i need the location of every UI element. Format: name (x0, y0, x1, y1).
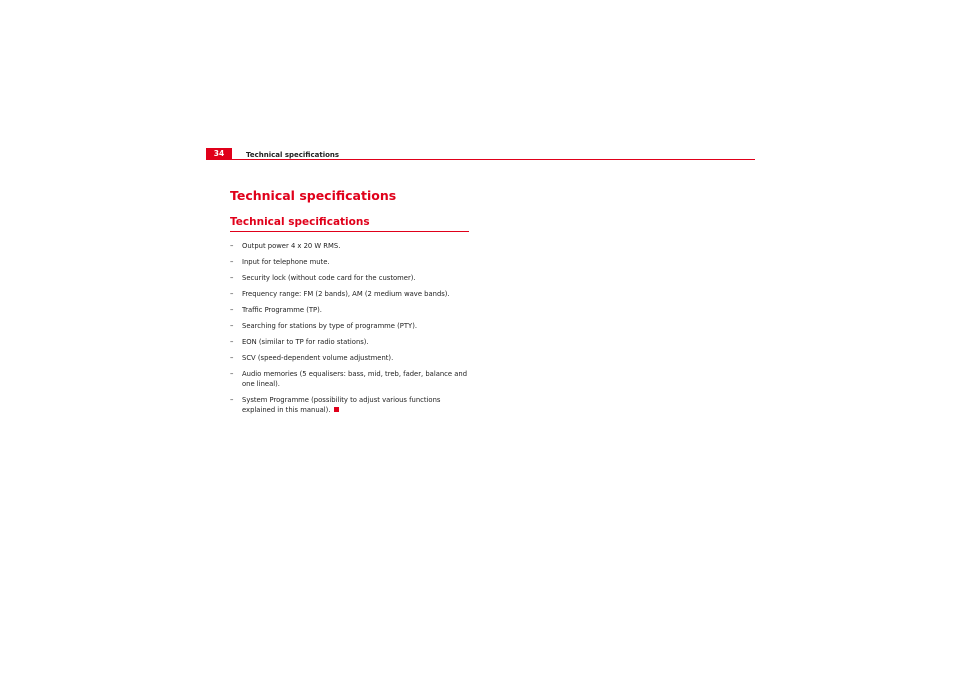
list-dash: – (230, 306, 234, 314)
running-title: Technical specifications (246, 151, 340, 159)
list-item (230, 369, 470, 389)
section-title: Technical specifications (230, 216, 370, 228)
section-rule (230, 231, 469, 232)
list-item (230, 289, 470, 299)
list-item (230, 241, 470, 251)
list-item-text: Frequency range: FM (2 bands), AM (2 medium wave bands). (242, 290, 450, 298)
list-item-text: Traffic Programme (TP). (242, 306, 322, 314)
list-item-text: Audio memories (5 equalisers: bass, mid, treb, fader, balance and one lineal). (242, 370, 468, 388)
list-dash: – (230, 338, 234, 346)
list-item-text: Output power 4 x 20 W RMS. (242, 242, 341, 250)
list-item (230, 321, 470, 331)
chapter-title: Technical specifications (230, 188, 397, 203)
list-item (230, 305, 470, 315)
list-item (230, 353, 470, 363)
list-item-text: Input for telephone mute. (242, 258, 330, 266)
list-dash: – (230, 354, 234, 362)
list-dash: – (230, 322, 234, 330)
list-item-text: System Programme (possibility to adjust various functions explained in this manual). (242, 396, 441, 414)
list-item-text: Security lock (without code card for the customer). (242, 274, 416, 282)
list-item (230, 257, 470, 267)
list-item-text: EON (similar to TP for radio stations). (242, 338, 369, 346)
list-dash: – (230, 258, 234, 266)
list-item (230, 395, 470, 415)
end-of-section-icon (334, 407, 339, 412)
list-dash: – (230, 370, 234, 378)
list-item (230, 337, 470, 347)
list-dash: – (230, 274, 234, 282)
list-dash: – (230, 290, 234, 298)
spec-list (230, 241, 470, 421)
list-item (230, 273, 470, 283)
page-number: 34 (206, 148, 232, 160)
list-item-text: SCV (speed-dependent volume adjustment). (242, 354, 394, 362)
list-item-text: Searching for stations by type of programme (PTY). (242, 322, 418, 330)
list-dash: – (230, 242, 234, 250)
list-dash: – (230, 396, 234, 404)
